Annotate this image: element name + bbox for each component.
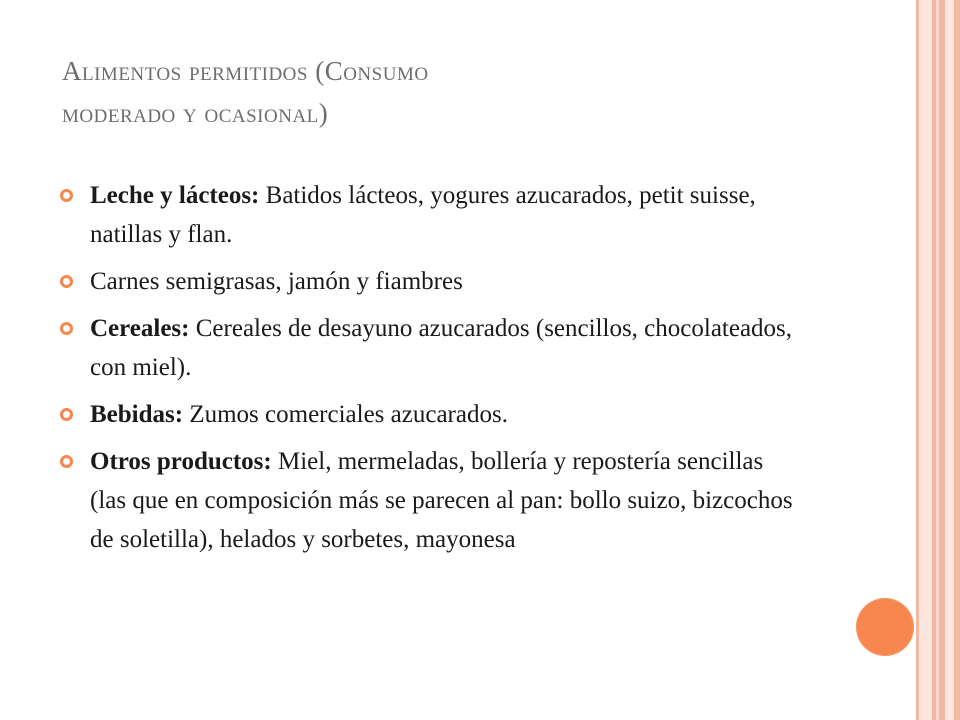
bullet-ring-icon [60, 275, 73, 288]
bullet-item-cereales [60, 309, 800, 387]
slide-title-line-1: Alimentos permitidos (Consumo [62, 56, 429, 86]
bullet-item-otros [60, 442, 800, 559]
stripe [919, 0, 932, 720]
slide-title [62, 50, 822, 134]
bullet-item-bebidas [60, 395, 800, 434]
bullet-item-leche [60, 176, 800, 254]
bullet-heading: Cereales: [90, 315, 190, 342]
bullet-heading: Leche y lácteos: [90, 182, 260, 209]
bullet-text: Batidos lácteos, yogures azucarados, petit suisse, natillas y flan. [90, 182, 756, 248]
decorative-stripe-band [916, 0, 960, 720]
stripe [945, 0, 954, 720]
bullet-text: Miel, mermeladas, bollería y repostería sencillas (las que en composición más se parecen al pan: bollo suizo, bizcochos de soletilla), helados y sorbetes, mayonesa [90, 448, 793, 553]
bullet-ring-icon [60, 189, 73, 202]
bullet-heading: Bebidas: [90, 401, 184, 428]
bullet-text: Zumos comerciales azucarados. [183, 401, 508, 428]
bullet-list [60, 176, 800, 567]
bullet-text: Carnes semigrasas, jamón y fiambres [90, 268, 463, 295]
stripe [954, 0, 960, 720]
slide-title-line-2: moderado y ocasional) [62, 98, 329, 128]
bullet-ring-icon [60, 455, 73, 468]
bullet-ring-icon [60, 322, 73, 335]
decorative-orange-circle [856, 598, 914, 656]
bullet-heading: Otros productos: [90, 448, 272, 475]
bullet-text: Cereales de desayuno azucarados (sencillos, chocolateados, con miel). [90, 315, 793, 381]
bullet-item-carnes [60, 262, 800, 301]
bullet-ring-icon [60, 408, 73, 421]
